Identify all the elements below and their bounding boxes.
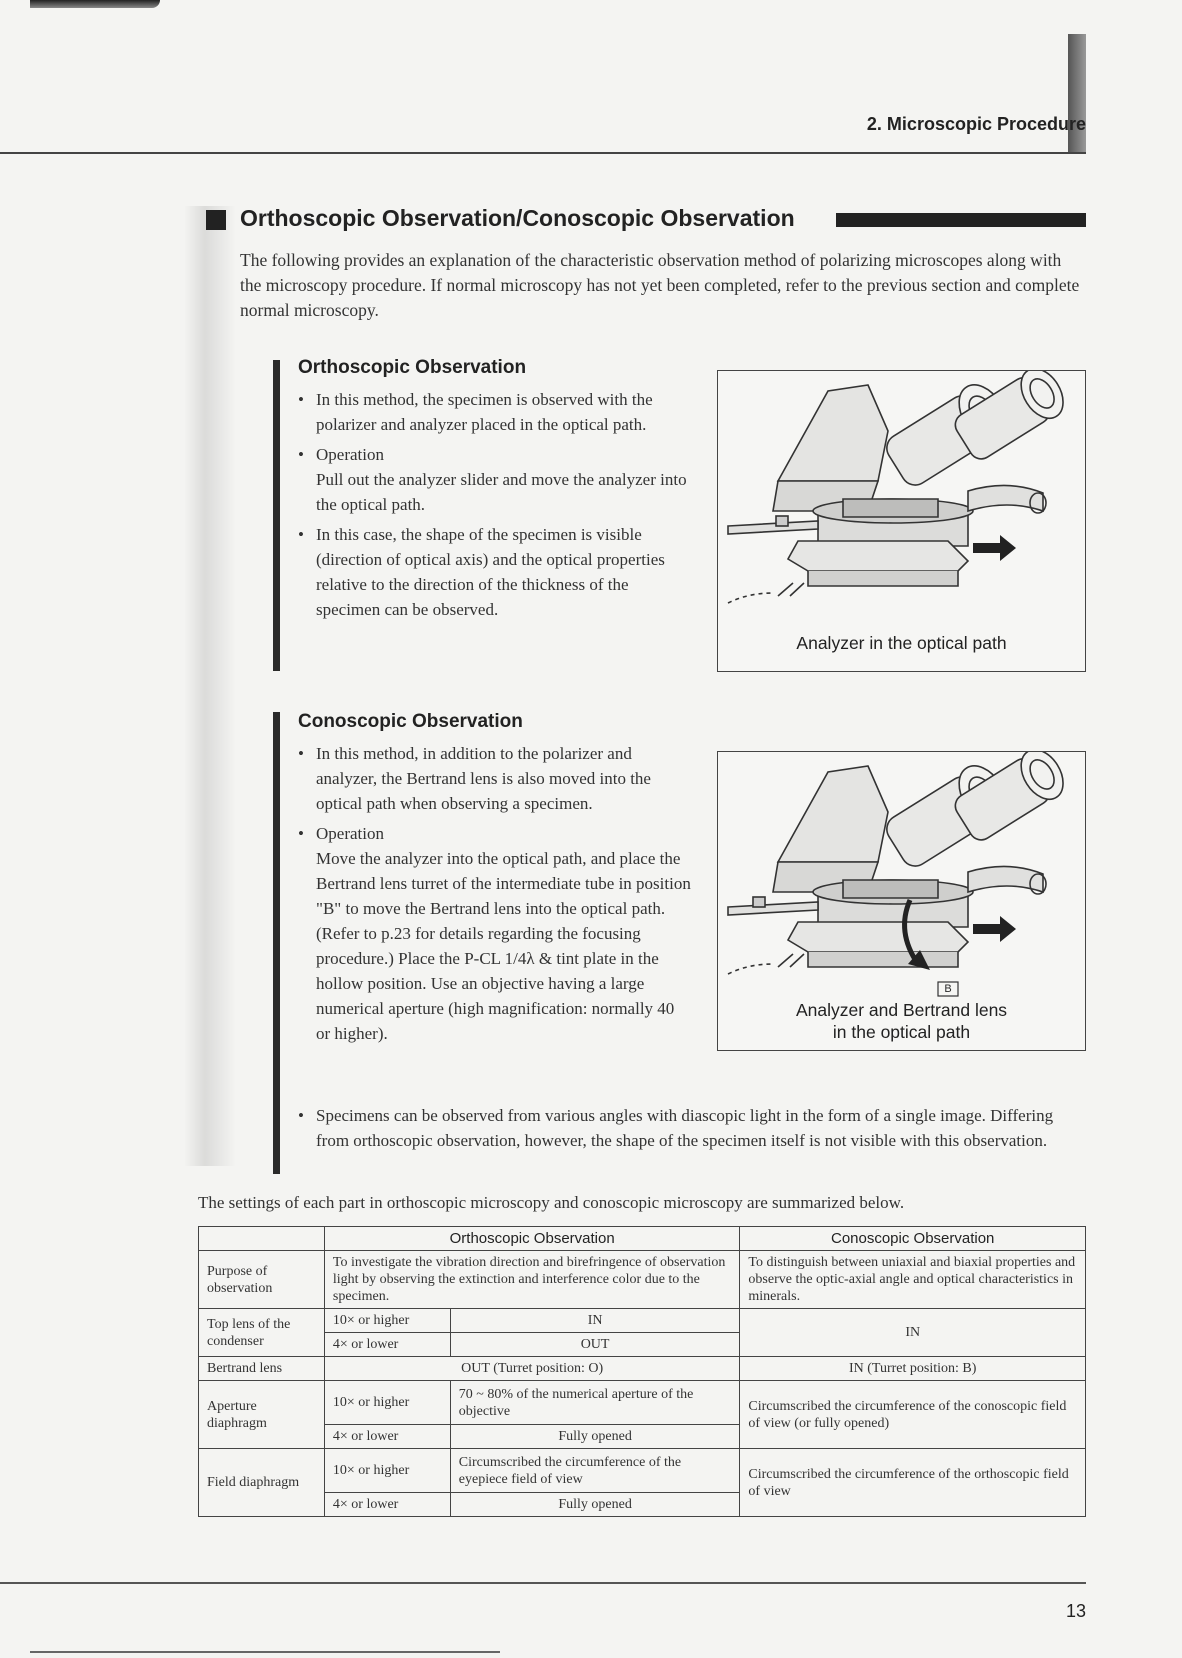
- scan-bottom-line: [30, 1651, 500, 1653]
- cell-purpose-cono: To distinguish between uniaxial and biaxial properties and observe the optic-axial angle and optical characteristics in minerals.: [740, 1251, 1086, 1309]
- table-lead-text: The settings of each part in orthoscopic microscopy and conoscopic microscopy are summarized below.: [198, 1193, 905, 1212]
- cell-field-hi: 10× or higher: [324, 1449, 450, 1493]
- list-item-label: Operation: [316, 824, 384, 843]
- list-item: [298, 442, 692, 517]
- cell-bertrand-ortho: OUT (Turret position: O): [324, 1357, 740, 1381]
- table-row: [199, 1251, 1086, 1309]
- cell-aperture-hi-value: 70 ~ 80% of the numerical aperture of the objective: [450, 1381, 740, 1425]
- cell-field-cono: Circumscribed the circumference of the orthoscopic field of view: [740, 1449, 1086, 1517]
- list-item-label: Operation: [316, 445, 384, 464]
- table-row: [199, 1381, 1086, 1425]
- table-row: [199, 1357, 1086, 1381]
- cell-toplens-lo-value: OUT: [450, 1333, 740, 1357]
- list-item: • In this case, the shape of the specimen is visible (direction of optical axis) and the optical properties relative to the direction of the thickness of the specimen can be observed.: [298, 522, 692, 622]
- list-item: • In this method, the specimen is observed with the polarizer and analyzer placed in the optical path.: [298, 387, 692, 437]
- section-title-bar: [836, 213, 1086, 227]
- row-label-field: Field diaphragm: [199, 1449, 325, 1517]
- section-title: Orthoscopic Observation/Conoscopic Observation: [240, 205, 795, 231]
- list-item: • In this method, in addition to the polarizer and analyzer, the Bertrand lens is also moved into the optical path when observing a specimen.: [298, 741, 692, 816]
- cell-toplens-hi: 10× or higher: [324, 1309, 450, 1333]
- cell-purpose-ortho: To investigate the vibration direction and birefringence of observation light by observing the extinction and interference color due to the specimen.: [324, 1251, 740, 1309]
- cell-field-lo: 4× or lower: [324, 1493, 450, 1517]
- microscope-illustration: [718, 752, 1085, 997]
- ortho-vertical-bar: [273, 360, 280, 671]
- cono-figure: [717, 751, 1086, 1051]
- ortho-bullet-list: [298, 387, 692, 627]
- ortho-figure: [717, 370, 1086, 672]
- row-label-aperture: Aperture diaphragm: [199, 1381, 325, 1449]
- cono-figure-caption-line2: in the optical path: [832, 1022, 971, 1042]
- section-intro: The following provides an explanation of the characteristic observation method of polarizing microscopes along with the microscopy procedure. If normal microscopy has not yet been completed, refer to the previous section and complete normal microscopy.: [240, 250, 1080, 320]
- cono-bullet-list: [298, 741, 692, 1051]
- cell-field-lo-value: Fully opened: [450, 1493, 740, 1517]
- cell-toplens-cono: IN: [740, 1309, 1086, 1357]
- row-label-top-lens: Top lens of the condenser: [199, 1309, 325, 1357]
- cell-aperture-lo: 4× or lower: [324, 1425, 450, 1449]
- table-header-cell-empty: [199, 1227, 325, 1251]
- cell-bertrand-cono: IN (Turret position: B): [740, 1357, 1086, 1381]
- cell-field-hi-value: Circumscribed the circumference of the eyepiece field of view: [450, 1449, 740, 1493]
- microscope-illustration: [718, 371, 1085, 633]
- list-item: [298, 821, 692, 1046]
- section-bullet-square: [206, 210, 226, 230]
- cono-bullet-list-wide: [298, 1103, 1088, 1158]
- cono-title: Conoscopic Observation: [298, 711, 523, 732]
- scan-shadow: [184, 206, 236, 1166]
- cell-aperture-cono: Circumscribed the circumference of the conoscopic field of view (or fully opened): [740, 1381, 1086, 1449]
- cono-vertical-bar: [273, 712, 280, 1174]
- settings-table: [198, 1226, 1086, 1517]
- cell-aperture-lo-value: Fully opened: [450, 1425, 740, 1449]
- scan-mark: [30, 0, 160, 8]
- cell-toplens-hi-value: IN: [450, 1309, 740, 1333]
- table-header-row: [199, 1227, 1086, 1251]
- header-section-title: 2. Microscopic Procedure: [866, 114, 1086, 134]
- cell-aperture-hi: 10× or higher: [324, 1381, 450, 1425]
- table-row: [199, 1309, 1086, 1333]
- ortho-operation-text: Pull out the analyzer slider and move the analyzer into the optical path.: [316, 470, 687, 514]
- footer-rule: [0, 1582, 1086, 1584]
- page-number: 13: [1065, 1601, 1086, 1621]
- cell-toplens-lo: 4× or lower: [324, 1333, 450, 1357]
- header-rule: [0, 152, 1086, 154]
- row-label-bertrand: Bertrand lens: [199, 1357, 325, 1381]
- cono-figure-caption-line1: Analyzer and Bertrand lens: [795, 1000, 1008, 1020]
- row-label-purpose: Purpose of observation: [199, 1251, 325, 1309]
- ortho-figure-caption: Analyzer in the optical path: [796, 633, 1007, 653]
- table-header-cono: Conoscopic Observation: [740, 1227, 1086, 1251]
- cono-operation-text: Move the analyzer into the optical path, and place the Bertrand lens turret of the intermediate tube in position "B" to move the Bertrand lens into the optical path. (Refer to p.23 for details regarding the focusing procedure.) Place the P-CL 1/4λ & tint plate in the hollow position. Use an objective having a large numerical aperture (high magnification: normally 40 or higher).: [316, 849, 691, 1043]
- ortho-title: Orthoscopic Observation: [298, 357, 527, 378]
- table-row: [199, 1449, 1086, 1493]
- list-item: • Specimens can be observed from various angles with diascopic light in the form of a single image. Differing from orthoscopic observation, however, the shape of the specimen itself is not visible with this observation.: [298, 1103, 1088, 1153]
- table-header-ortho: Orthoscopic Observation: [324, 1227, 740, 1251]
- bertrand-position-label: B: [944, 983, 952, 995]
